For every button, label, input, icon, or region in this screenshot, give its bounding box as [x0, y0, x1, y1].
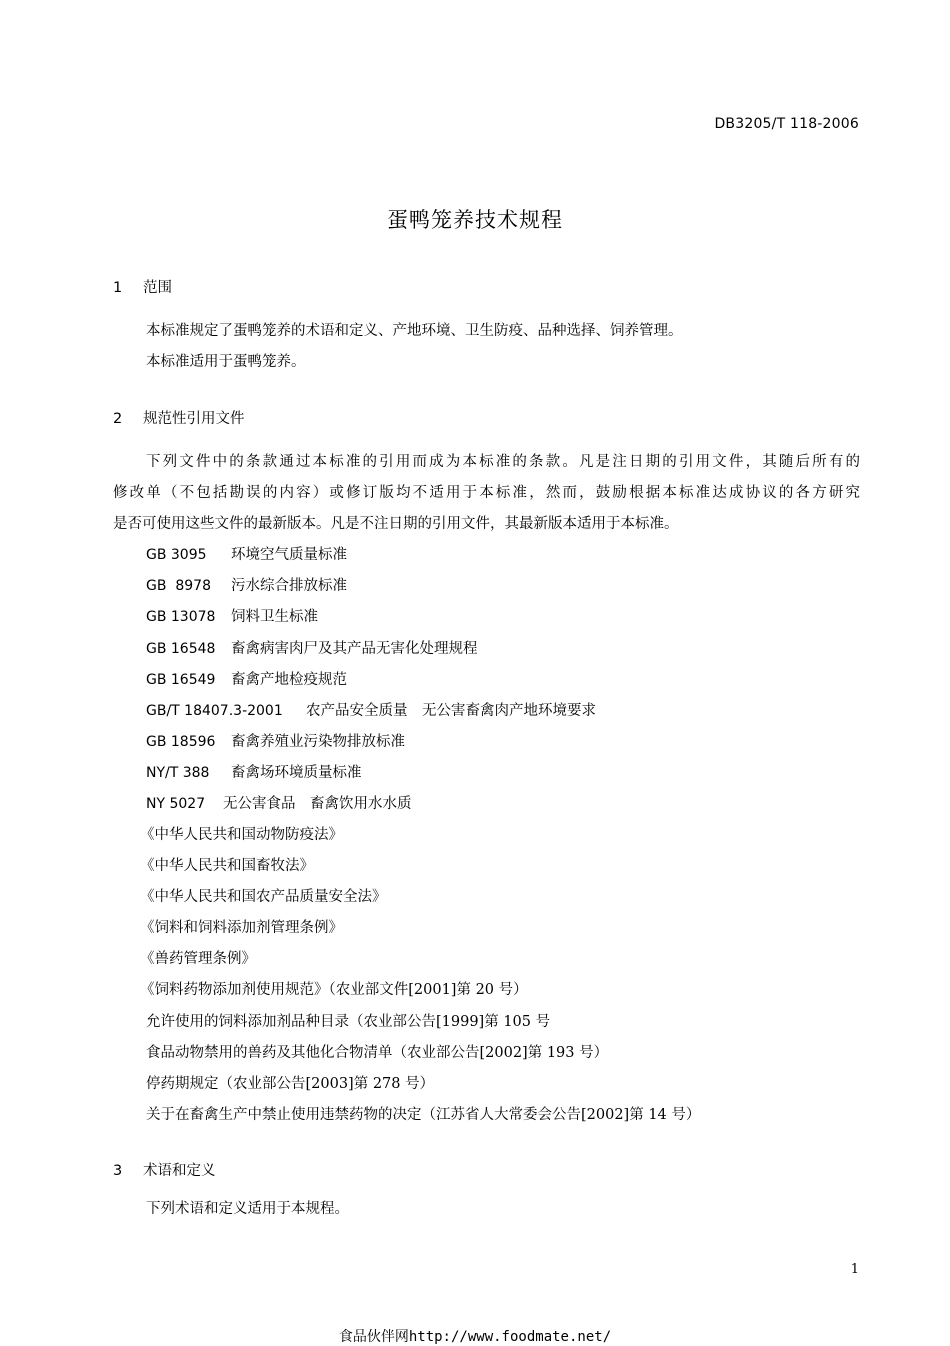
reference-title: 农产品安全质量 无公害畜禽肉产地环境要求 [306, 703, 596, 719]
reference-title: 无公害食品 畜禽饮用水水质 [223, 796, 412, 812]
law-reference: 《饲料和饲料添加剂管理条例》 [140, 920, 343, 936]
reference-code: GB 13078 [146, 609, 216, 625]
section-title: 范围 [143, 280, 172, 296]
reference-title: 畜禽养殖业污染物排放标准 [231, 734, 405, 750]
reference-item [146, 730, 405, 751]
reference-code: GB 8978 [146, 578, 211, 594]
section-2-intro-line: 是否可使用这些文件的最新版本。凡是不注日期的引用文件，其最新版本适用于本标准。 [113, 516, 679, 532]
section-title: 规范性引用文件 [143, 411, 245, 427]
reference-title: 污水综合排放标准 [231, 578, 347, 594]
section-title: 术语和定义 [143, 1163, 216, 1179]
section-1-paragraph: 本标准适用于蛋鸭笼养。 [146, 354, 306, 370]
reference-code: NY/T 388 [146, 765, 210, 781]
law-reference: 《中华人民共和国动物防疫法》 [140, 827, 343, 843]
section-number: 1 [113, 280, 123, 296]
section-1-paragraph: 本标准规定了蛋鸭笼养的术语和定义、产地环境、卫生防疫、品种选择、饲养管理。 [146, 323, 683, 339]
law-reference: 《中华人民共和国农产品质量安全法》 [140, 889, 387, 905]
section-number: 3 [113, 1163, 123, 1179]
section-2-intro-line: 下列文件中的条款通过本标准的引用而成为本标准的条款。凡是注日期的引用文件，其随后所有的 [146, 454, 860, 470]
law-reference: 《饲料药物添加剂使用规范》（农业部文件[2001]第 20 号） [140, 982, 528, 998]
section-2-intro-line: 修改单（不包括勘误的内容）或修订版均不适用于本标准，然而，鼓励根据本标准达成协议的各方研究 [113, 485, 860, 501]
reference-code: GB 16548 [146, 641, 216, 657]
section-1-heading [113, 276, 172, 297]
reference-item [146, 637, 478, 658]
reference-item [146, 668, 347, 689]
reference-item [146, 605, 318, 626]
law-reference: 《兽药管理条例》 [140, 951, 256, 967]
reference-item [146, 761, 362, 782]
reference-code: GB 3095 [146, 547, 207, 563]
reference-title: 畜禽场环境质量标准 [231, 765, 362, 781]
footer-watermark: 食品伙伴网http://www.foodmate.net/ [338, 1329, 612, 1345]
reference-item [146, 792, 412, 813]
section-3-paragraph: 下列术语和定义适用于本规程。 [146, 1201, 349, 1217]
law-reference: 《中华人民共和国畜牧法》 [140, 858, 314, 874]
section-2-heading [113, 407, 245, 428]
reference-title: 畜禽产地检疫规范 [231, 672, 347, 688]
page-number: 1 [850, 1262, 859, 1277]
reference-item [146, 543, 347, 564]
law-reference: 关于在畜禽生产中禁止使用违禁药物的决定（江苏省人大常委会公告[2002]第 14 号） [146, 1107, 701, 1123]
section-number: 2 [113, 411, 123, 427]
reference-code: GB/T 18407.3-2001 [146, 703, 283, 719]
reference-title: 畜禽病害肉尸及其产品无害化处理规程 [231, 641, 478, 657]
reference-title: 环境空气质量标准 [231, 547, 347, 563]
reference-title: 饲料卫生标准 [231, 609, 318, 625]
document-title: 蛋鸭笼养技术规程 [387, 208, 563, 232]
reference-item [146, 699, 596, 720]
reference-code: GB 16549 [146, 672, 216, 688]
law-reference: 停药期规定（农业部公告[2003]第 278 号） [146, 1076, 435, 1092]
document-code: DB3205/T 118-2006 [714, 116, 859, 132]
reference-item [146, 574, 347, 595]
reference-code: NY 5027 [146, 796, 206, 812]
reference-code: GB 18596 [146, 734, 216, 750]
law-reference: 允许使用的饲料添加剂品种目录（农业部公告[1999]第 105 号 [146, 1014, 551, 1030]
section-3-heading [113, 1159, 216, 1180]
law-reference: 食品动物禁用的兽药及其他化合物清单（农业部公告[2002]第 193 号） [146, 1045, 609, 1061]
